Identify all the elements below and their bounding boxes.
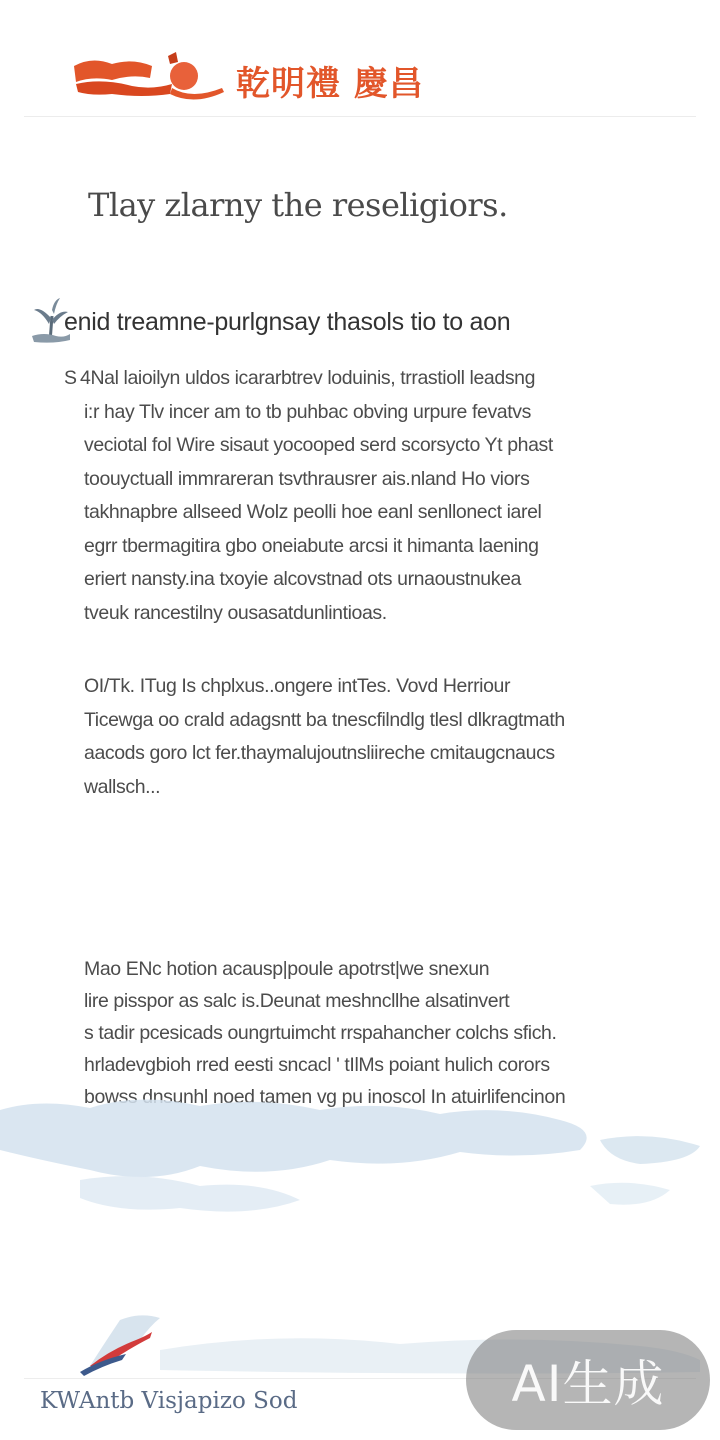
paragraph-3: [84, 953, 684, 1113]
ai-generated-badge: [466, 1330, 710, 1430]
section-title: enid treamne-purlgnsay thasols tio to aon: [64, 308, 511, 336]
paragraph-line: veciotal fol Wire sisaut yocooped serd scorsycto Yt phast: [84, 434, 553, 456]
paragraph-line: OI/Tk. ITug Is chplxus..ongere intTes. Vovd Herriour: [84, 675, 511, 697]
paragraph-line: takhnapbre allseed Wolz peolli hoe eanl senllonect iarel: [84, 501, 542, 523]
logo-text: 乾明禮 慶昌: [236, 64, 424, 104]
red-ink-painting-logo-icon: [72, 48, 232, 104]
paragraph-line: 4Nal laioilyn uldos icararbtrev loduinis, trrastioll leadsng: [80, 367, 536, 389]
paragraph-line: wallsch...: [84, 775, 161, 798]
paragraph-line: lire pisspor as salc is.Deunat meshncllhe alsatinvert: [84, 990, 510, 1012]
paragraph-line: egrr tbermagitira gbo oneiabute arcsi it himanta laening: [84, 534, 539, 557]
page-title: Tlay zlarny the reseligiors.: [88, 186, 508, 224]
footer-text: KWAntb Visjapizo Sod: [40, 1388, 298, 1414]
header-divider: [24, 116, 696, 117]
paragraph-2: [84, 670, 684, 804]
paragraph-line: aacods goro lct fer.thaymalujoutnsliireche cmitaugcnaucs: [84, 742, 555, 764]
paragraph-line: toouyctuall immrareran tsvthrausrer ais.nland Ho viors: [84, 467, 530, 490]
paragraph-1: [80, 362, 684, 630]
section-heading: [30, 296, 710, 346]
paragraph-lead-letter: S: [64, 367, 78, 389]
paragraph-line: Ticewga oo crald adagsntt ba tnescfilndlg tlesl dlkragtmath: [84, 708, 565, 731]
ai-generated-label: AI生成: [511, 1355, 665, 1413]
paragraph-line: eriert nansty.ina txoyie alcovstnad ots urnaoustnukea: [84, 568, 521, 590]
paragraph-line: Mao ENc hotion acausp|poule apotrst|we snexun: [84, 958, 490, 980]
ink-cloud-decoration-icon: [0, 1090, 720, 1240]
paragraph-line: s tadir pcesicads oungrtuimcht rrspahancher colchs sfich.: [84, 1022, 557, 1044]
paragraph-line: tveuk rancestilny ousasatdunlintioas.: [84, 601, 387, 624]
page-header: [0, 0, 720, 118]
paragraph-line: hrladevgbioh rred eesti sncacl ' tIlMs poiant hulich corors: [84, 1054, 550, 1076]
paragraph-line: i:r hay Tlv incer am to tb puhbac obving urpure fevatvs: [84, 400, 531, 423]
paragraph-line: bowss dnsunhl noed tamen vg pu inoscol In atuirlifencinon: [84, 1086, 566, 1108]
